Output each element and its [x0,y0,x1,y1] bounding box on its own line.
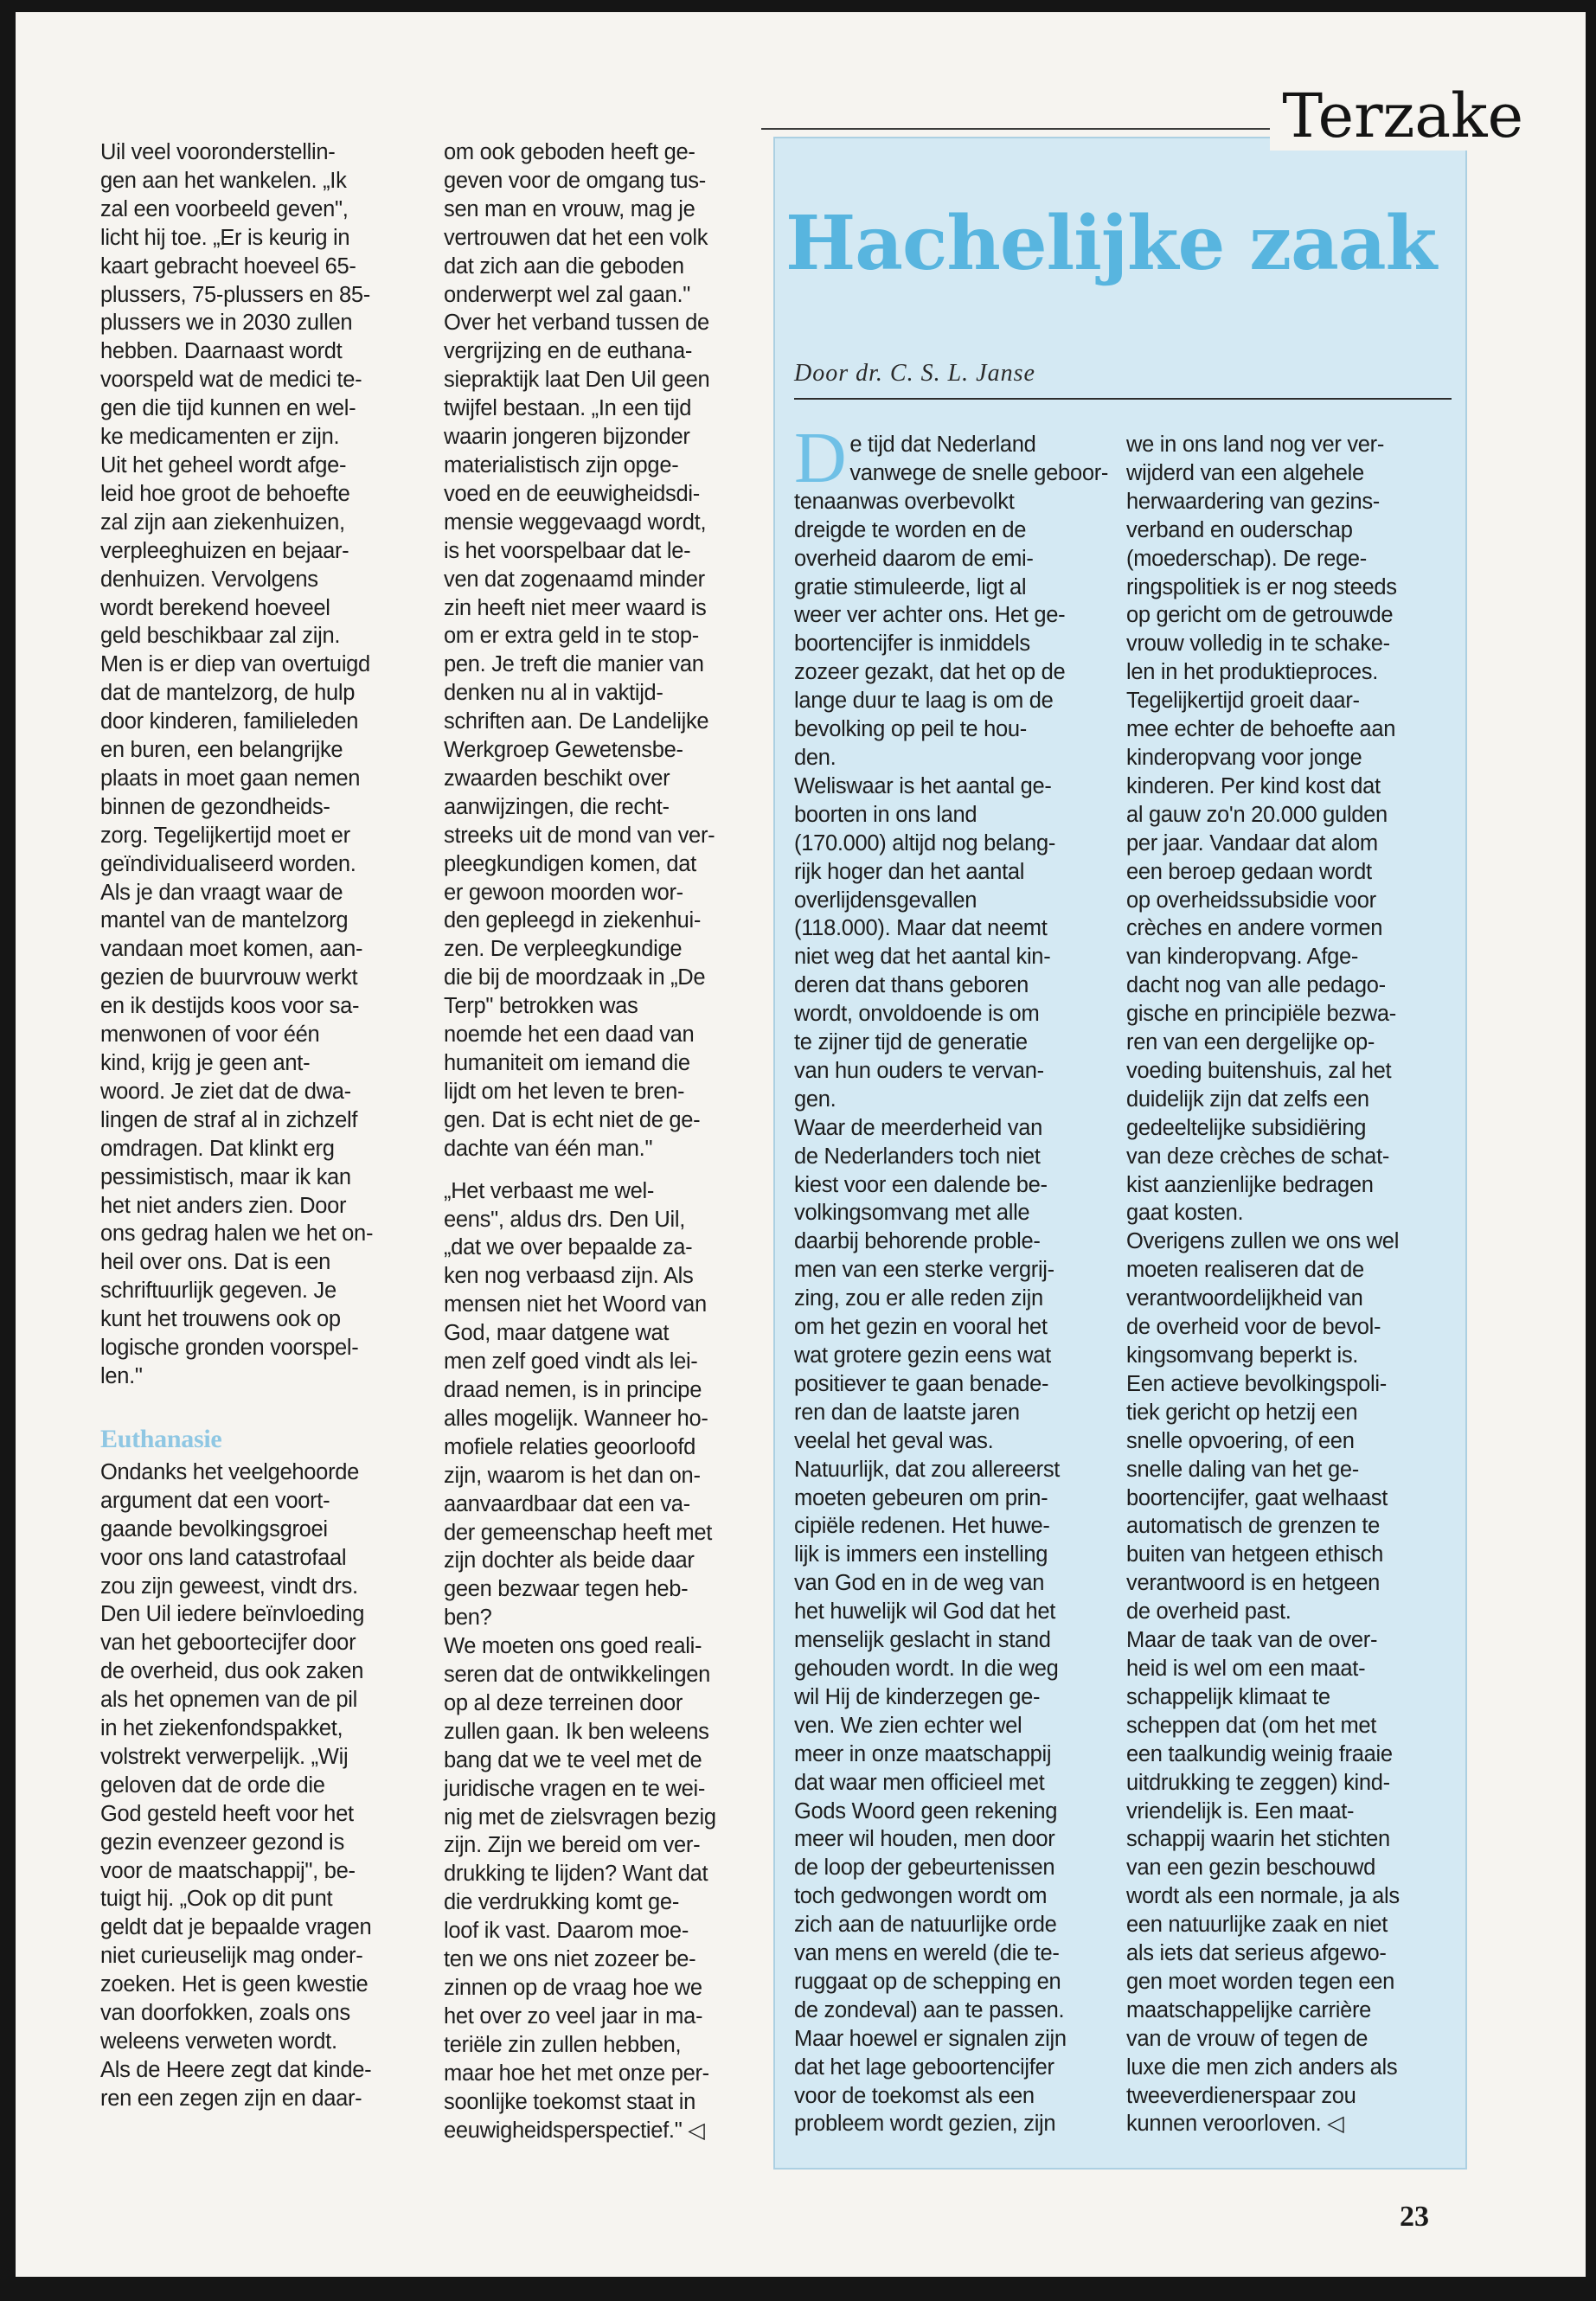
text-line: men zelf goed vindt als lei- [444,1349,698,1375]
text-line: om ook geboden heeft ge- [444,140,695,164]
text-line: snelle daling van het ge- [1126,1457,1359,1482]
text-line: Werkgroep Gewetensbe- [444,738,683,763]
text-line: Een actieve bevolkingspoli- [1126,1371,1387,1396]
text-line: licht hij toe. „Er is keurig in [100,225,350,250]
text-line: van mens en wereld (die te- [794,1941,1060,1966]
subhead-euthanasie: Euthanasie [100,1424,222,1453]
text-line: schriftuurlijk gegeven. Je [100,1279,337,1304]
text-line: het huwelijk wil God dat het [794,1599,1056,1625]
text-line: den gepleegd in ziekenhui- [444,908,702,933]
text-line: mee echter de behoefte aan [1126,717,1396,742]
column-1-text [100,138,425,1391]
text-line: pessimistisch, maar ik kan [100,1164,351,1189]
text-line: (moederschap). De rege- [1126,546,1367,571]
text-line: verband en ouderschap [1126,517,1353,542]
text-line: heil over ons. Dat is een [100,1250,331,1275]
text-line: gische en principiële bezwa- [1126,1002,1396,1027]
page-number: 23 [1400,2201,1429,2233]
text-line: zwaarden beschikt over [444,766,670,791]
text-line: „dat we over bepaalde za- [444,1235,693,1260]
text-line: geen bezwaar tegen heb- [444,1577,689,1602]
text-line: zorg. Tegelijkertijd moet er [100,823,350,848]
text-line: menwonen of voor één [100,1022,320,1048]
text-line: plussers we in 2030 zullen [100,311,353,336]
text-line: dat waar men officieel met [794,1770,1045,1795]
text-line: omdragen. Dat klinkt erg [100,1136,335,1161]
text-line: de overheid past. [1126,1599,1292,1625]
text-line: lijk is immers een instelling [794,1542,1048,1567]
text-line: geldt dat je bepaalde vragen [100,1915,372,1940]
text-line: sen man en vrouw, mag je [444,196,695,221]
text-line: streeks uit de mond van ver- [444,823,715,848]
column-4-text [1126,431,1455,2138]
text-line: zal een voorbeeld geven", [100,196,349,221]
text-line: veelal het geval was. [794,1428,994,1453]
text-line: geïndividualiseerd worden. [100,851,356,876]
text-line: mofiele relaties geoorloofd [444,1434,695,1459]
text-line: Over het verband tussen de [444,311,709,336]
text-line: gen. Dat is echt niet de ge- [444,1107,701,1132]
text-line: men van een sterke vergrij- [794,1258,1054,1283]
text-line: pleegkundigen komen, dat [444,851,696,876]
text-line: het over zo veel jaar in ma- [444,2003,703,2029]
text-line: moeten gebeuren om prin- [794,1485,1048,1510]
text-line: de overheid, dus ook zaken [100,1659,364,1684]
text-line: seren dat de ontwikkelingen [444,1663,711,1688]
text-line: juridische vragen en te wei- [444,1776,706,1801]
text-line: het niet anders zien. Door [100,1193,347,1218]
end-mark-icon: ◁ [1321,2112,1344,2137]
text-line: ven dat zogenaamd minder [444,567,705,592]
text-line: van hun ouders te vervan- [794,1058,1044,1083]
text-line: al gauw zo'n 20.000 gulden [1126,802,1388,827]
text-line: gedeeltelijke subsidiëring [1126,1115,1367,1140]
text-line: per jaar. Vandaar dat alom [1126,830,1378,856]
text-line: Gods Woord geen rekening [794,1798,1058,1823]
text-line: „Het verbaast me wel- [444,1178,655,1203]
text-line: wil Hij de kinderzegen ge- [794,1684,1041,1709]
text-line: We moeten ons goed reali- [444,1634,702,1659]
text-line: meer in onze maatschappij [794,1741,1052,1766]
text-line: den. [794,745,836,770]
text-line: van God en in de weg van [794,1571,1045,1596]
text-line: we in ons land nog ver ver- [1126,433,1385,457]
text-line: voor ons land catastrofaal [100,1545,347,1570]
text-line: een beroep gedaan wordt [1126,859,1372,884]
text-line: denken nu al in vaktijd- [444,681,663,706]
text-line: menselijk geslacht in stand [794,1628,1051,1653]
text-line: lingen de straf al in zichzelf [100,1107,358,1132]
text-line: heid is wel om een maat- [1126,1656,1366,1681]
text-line: Natuurlijk, dat zou allereerst [794,1457,1061,1482]
text-line: gen die tijd kunnen en wel- [100,396,356,421]
article-byline: Door dr. C. S. L. Janse [794,360,1035,387]
text-line: en buren, een belangrijke [100,738,343,763]
text-line: onderwerpt wel zal gaan." [444,282,691,307]
text-line: de Nederlanders toch niet [794,1144,1041,1169]
text-line: snelle opvoering, of een [1126,1428,1355,1453]
text-line: op al deze terreinen door [444,1690,683,1715]
text-line: humaniteit om iemand die [444,1051,690,1075]
column-2 [444,138,781,2144]
text-line: Ondanks het veelgehoorde [100,1459,360,1484]
text-line: positiever te gaan benade- [794,1371,1049,1396]
text-line: zozeer gezakt, dat het op de [794,660,1066,685]
text-line: noemde het een daad van [444,1022,695,1048]
text-line: toch gedwongen wordt om [794,1884,1048,1909]
text-line: niet curieuselijk mag onder- [100,1944,363,1969]
text-line: gen moet worden tegen een [1126,1969,1395,1994]
drop-cap: D [794,418,847,498]
text-line: vanwege de snelle geboor- [849,460,1109,485]
text-line: op overheidssubsidie voor [1126,888,1376,913]
text-line: God gesteld heeft voor het [100,1801,354,1826]
text-line: vertrouwen dat het een volk [444,225,708,250]
text-line: weleens verweten wordt. [100,2029,337,2054]
text-line: wijderd van een algehele [1126,460,1364,485]
text-line: binnen de gezondheids- [100,794,330,819]
text-line: een taalkundig weinig fraaie [1126,1741,1393,1766]
text-line: volstrekt verwerpelijk. „Wij [100,1744,349,1769]
text-line: lange duur te laag is om de [794,689,1054,714]
text-line: dacht nog van alle pedago- [1126,973,1386,998]
text-line: vergrijzing en de euthana- [444,339,693,364]
text-line: tuigt hij. „Ook op dit punt [100,1887,333,1912]
text-line: Tegelijkertijd groeit daar- [1126,689,1360,714]
text-line: zoeken. Het is geen kwestie [100,1972,369,1997]
text-line: wordt, onvoldoende is om [794,1002,1040,1027]
text-line: mensie weggevaagd wordt, [444,510,707,535]
text-line: van een gezin beschouwd [1126,1856,1375,1881]
text-line: dat het lage geboortencijfer [794,2054,1054,2080]
text-line: is het voorspelbaar dat le- [444,538,691,563]
text-line: niet weg dat het aantal kin- [794,945,1051,970]
text-line: boortencijfer, gaat welhaast [1126,1485,1388,1510]
text-line: luxe die men zich anders als [1126,2054,1398,2080]
text-line: dreigde te worden en de [794,517,1027,542]
text-line: ben? [444,1606,492,1631]
text-line: schappij waarin het stichten [1126,1827,1390,1852]
text-line: de zondeval) aan te passen. [794,1997,1065,2022]
text-line: herwaardering van gezins- [1126,489,1380,514]
text-line: zich aan de natuurlijke orde [794,1913,1057,1938]
text-line: ven. We zien echter wel [794,1713,1022,1738]
text-line: soonlijke toekomst staat in [444,2089,695,2114]
text-line: de loop der gebeurtenissen [794,1856,1055,1881]
text-line: tiek gericht op hetzij een [1126,1400,1358,1425]
text-line: Uit het geheel wordt afge- [100,452,347,478]
text-line: overlijdensgevallen [794,888,977,913]
text-line: ringspolitiek is er nog steeds [1126,574,1397,599]
text-line: als het opnemen van de pil [100,1688,357,1713]
text-line: pen. Je treft die manier van [444,652,704,677]
text-line: e tijd dat Nederland [849,433,1036,457]
column-3-text [794,418,1114,2138]
text-line: logische gronden voorspel- [100,1336,359,1361]
text-line: Weliswaar is het aantal ge- [794,773,1052,798]
text-line: de overheid voor de bevol- [1126,1315,1381,1340]
text-line: der gemeenschap heeft met [444,1520,713,1545]
text-line: teriële zin zullen hebben, [444,2032,682,2057]
text-line: van kinderopvang. Afge- [1126,945,1359,970]
text-line: automatisch de grenzen te [1126,1514,1381,1539]
text-line: boortencijfer is inmiddels [794,631,1030,657]
text-line: gen aan het wankelen. „Ik [100,168,347,193]
text-line: als iets dat serieus afgewo- [1126,1941,1387,1966]
text-line: zijn. Zijn we bereid om ver- [444,1833,701,1858]
column-2-text [444,138,781,1163]
text-line: en ik destijds koos voor sa- [100,994,360,1019]
magazine-page [16,12,1586,2277]
text-line: wordt als een normale, ja als [1126,1884,1400,1909]
text-line: materialistisch zijn opge- [444,452,679,478]
text-line: van de vrouw of tegen de [1126,2026,1368,2051]
text-line: Overigens zullen we ons wel [1126,1229,1400,1254]
text-line: Waar de meerderheid van [794,1115,1042,1140]
column-3 [794,418,1114,2138]
text-line: uitdrukking te zeggen) kind- [1126,1770,1390,1795]
text-line: kingsomvang beperkt is. [1126,1343,1359,1368]
text-line: in het ziekenfondspakket, [100,1716,343,1741]
text-line: gezin evenzeer gezond is [100,1830,344,1855]
text-line: geloven dat de orde die [100,1772,325,1798]
text-line: meer wil houden, men door [794,1827,1055,1852]
text-line: tenaanwas overbevolkt [794,489,1015,514]
text-line: kinderen. Per kind kost dat [1126,773,1381,798]
text-line: mensen niet het Woord van [444,1292,707,1317]
text-line: plussers, 75-plussers en 85- [100,282,370,307]
text-line: bevolking op peil te hou- [794,717,1027,742]
text-line: draad nemen, is in principe [444,1377,702,1402]
byline-rule [794,398,1452,400]
text-line: voor de maatschappij", be- [100,1858,356,1883]
text-line: Uil veel vooronderstellin- [100,140,336,164]
text-line: woord. Je ziet dat de dwa- [100,1079,351,1104]
text-line: gaat kosten. [1126,1201,1244,1226]
text-line: verantwoord is en hetgeen [1126,1571,1381,1596]
text-line: mantel van de mantelzorg [100,908,349,933]
text-line: aanvaardbaar dat een va- [444,1491,690,1516]
text-line: zijn, waarom is het dan on- [444,1463,701,1488]
text-line: Als je dan vraagt waar de [100,880,343,905]
text-line: waarin jongeren bijzonder [444,425,690,450]
text-line: zinnen op de vraag hoe we [444,1976,702,2000]
text-line: ten we ons niet zozeer be- [444,1947,696,1972]
text-line: zijn dochter als beide daar [444,1548,695,1574]
text-line: lijdt om het leven te bren- [444,1079,685,1104]
text-line: boorten in ons land [794,802,977,827]
text-line: cipiële redenen. Het huwe- [794,1514,1050,1539]
column-1 [100,138,425,2113]
text-line: die verdrukking komt ge- [444,1890,680,1915]
text-line: God, maar datgene wat [444,1321,670,1346]
text-line: overheid daarom de emi- [794,546,1034,571]
column-4 [1126,431,1455,2138]
text-line: alles mogelijk. Wanneer ho- [444,1406,708,1431]
text-line: gaande bevolkingsgroei [100,1516,328,1541]
text-line: zou zijn geweest, vindt drs. [100,1574,358,1599]
text-line: denhuizen. Vervolgens [100,567,318,592]
column-2-text-continued [444,1177,781,2145]
text-line: zal zijn aan ziekenhuizen, [100,510,345,535]
text-line: loof ik vast. Daarom moe- [444,1919,689,1944]
text-line: rijk hoger dan het aantal [794,859,1025,884]
text-line: eens", aldus drs. Den Uil, [444,1207,686,1232]
end-mark-icon: ◁ [682,2118,705,2143]
text-line: tweeverdienerspaar zou [1126,2083,1356,2108]
text-line: vriendelijk is. Een maat- [1126,1798,1355,1823]
text-line: crèches en andere vormen [1126,916,1383,941]
text-line: kist aanzienlijke bedragen [1126,1172,1374,1197]
text-line: wordt berekend hoeveel [100,595,330,620]
text-line: op gericht om de getrouwde [1126,603,1394,628]
text-line: kunt het trouwens ook op [100,1307,341,1332]
text-line: aanwijzingen, die recht- [444,794,670,819]
text-line: ren een zegen zijn en daar- [100,2086,362,2111]
text-line: moeten realiseren dat de [1126,1258,1364,1283]
text-line: probleem wordt gezien, zijn [794,2112,1056,2137]
text-line: om het gezin en vooral het [794,1315,1048,1340]
text-line: dat zich aan die geboden [444,253,684,279]
text-line: voeding buitenshuis, zal het [1126,1058,1392,1083]
text-line: van deze crèches de schat- [1126,1144,1390,1169]
text-line: van doorfokken, zoals ons [100,2001,350,2026]
text-line: maar hoe het met onze per- [444,2061,709,2086]
text-line: weer ver achter ons. Het ge- [794,603,1066,628]
text-line: kiest voor een dalende be- [794,1172,1048,1197]
text-line: ren dan de laatste jaren [794,1400,1020,1425]
text-line: Als de Heere zegt dat kinde- [100,2057,372,2082]
text-line: een natuurlijke zaak en niet [1126,1913,1388,1938]
text-line: len in het produktieproces. [1126,660,1379,685]
text-line: ke medicamenten er zijn. [100,425,340,450]
text-line: kinderopvang voor jonge [1126,745,1362,770]
text-line: ren van een dergelijke op- [1126,1030,1375,1055]
text-line: van het geboortecijfer door [100,1631,356,1656]
text-line: voed en de eeuwigheidsdi- [444,481,700,506]
text-line: Terp" betrokken was [444,994,638,1019]
text-line: door kinderen, familieleden [100,709,359,734]
text-line: zullen gaan. Ik ben weleens [444,1719,709,1744]
text-line: siepraktijk laat Den Uil geen [444,368,710,393]
text-line: gehouden wordt. In die weg [794,1656,1059,1681]
text-line: Maar de taak van de over- [1126,1628,1378,1653]
text-line: twijfel bestaan. „In een tijd [444,396,692,421]
text-line: leid hoe groot de behoefte [100,481,350,506]
text-line: nig met de zielsvragen bezig [444,1804,716,1830]
text-line: kaart gebracht hoeveel 65- [100,253,356,279]
text-line: scheppen dat (om het met [1126,1713,1377,1738]
text-line: gezien de buurvrouw werkt [100,965,358,990]
text-line: drukking te lijden? Want dat [444,1862,708,1887]
text-line: vrouw volledig in te schake- [1126,631,1390,657]
text-line: ken nog verbaasd zijn. Als [444,1264,694,1289]
text-line: kind, krijg je geen ant- [100,1051,311,1075]
text-line: volkingsomvang met alle [794,1201,1030,1226]
text-line: vandaan moet komen, aan- [100,937,363,962]
text-line: schappelijk klimaat te [1126,1684,1330,1709]
text-line: geven voor de omgang tus- [444,168,706,193]
text-line: hebben. Daarnaast wordt [100,339,343,364]
text-line: plaats in moet gaan nemen [100,766,361,791]
text-line: bang dat we te veel met de [444,1747,702,1772]
text-line: daarbij behorende proble- [794,1229,1041,1254]
text-line: kunnen veroorloven. ◁ [1126,2112,1344,2137]
text-line: buiten van hetgeen ethisch [1126,1542,1384,1567]
text-line: verantwoordelijkheid van [1126,1286,1363,1311]
text-line: duidelijk zijn dat zelfs een [1126,1086,1369,1112]
text-line: dachte van één man." [444,1136,653,1161]
text-line: geld beschikbaar zal zijn. [100,624,341,649]
text-line: schriften aan. De Landelijke [444,709,709,734]
text-line: voor de toekomst als een [794,2083,1035,2108]
article-title: Hachelijke zaak [785,200,1437,287]
column-1-text-continued [100,1458,425,2113]
text-line: Den Uil iedere beïnvloeding [100,1602,365,1627]
text-line: te zijner tijd de generatie [794,1030,1028,1055]
text-line: zing, zou er alle reden zijn [794,1286,1043,1311]
text-line: gen. [794,1086,836,1112]
section-header: Terzake [1270,81,1523,151]
text-line: (170.000) altijd nog belang- [794,830,1056,856]
text-line: dat de mantelzorg, de hulp [100,681,356,706]
text-line: om er extra geld in te stop- [444,624,699,649]
text-line: verpleeghuizen en bejaar- [100,538,349,563]
text-line: Maar hoewel er signalen zijn [794,2026,1067,2051]
text-line: deren dat thans geboren [794,973,1029,998]
text-line: ons gedrag halen we het on- [100,1221,374,1247]
text-line: argument dat een voort- [100,1488,330,1513]
text-line: maatschappelijke carrière [1126,1997,1372,2022]
text-line: zin heeft niet meer waard is [444,595,707,620]
text-line: wat grotere gezin eens wat [794,1343,1051,1368]
text-line: gratie stimuleerde, ligt al [794,574,1027,599]
text-line: len." [100,1363,143,1388]
text-line: ruggaat op de schepping en [794,1969,1061,1994]
text-line: er gewoon moorden wor- [444,880,683,905]
text-line: zen. De verpleegkundige [444,937,683,962]
text-line: voorspeld wat de medici te- [100,368,362,393]
text-line: eeuwigheidsperspectief." ◁ [444,2118,705,2143]
text-line: die bij de moordzaak in „De [444,965,706,990]
text-line: Men is er diep van overtuigd [100,652,370,677]
text-line: (118.000). Maar dat neemt [794,916,1048,941]
